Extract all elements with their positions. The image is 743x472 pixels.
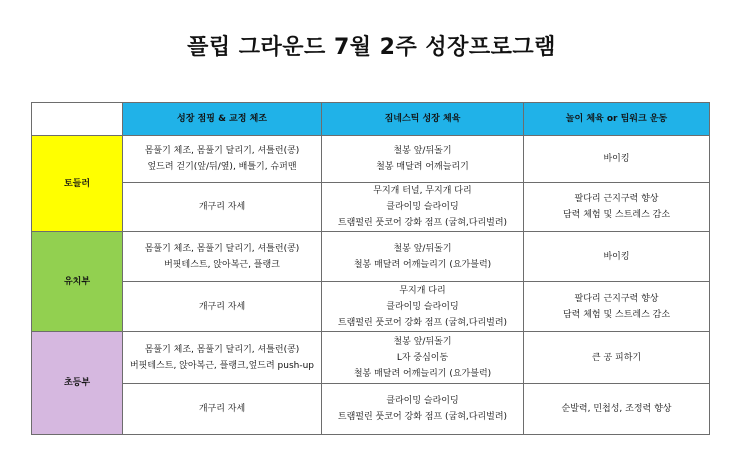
activity-cell-c	[524, 384, 710, 435]
activity-line: 순발력, 민첩성, 조정력 향상	[561, 404, 672, 414]
activity-line: 무지개 다리	[399, 285, 446, 296]
activity-line: 버핏테스트, 앉아복근, 플랭크,엎드려 push-up	[129, 360, 315, 371]
activity-line: 큰 공 피하기	[591, 352, 642, 363]
table-row	[32, 384, 710, 435]
activity-line: 철봉 매달려 어깨늘리기 (요가블럭)	[353, 368, 492, 379]
activity-line: 철봉 앞/뒤돌기	[393, 336, 452, 347]
activity-cell-b	[322, 183, 524, 232]
activity-cell-c	[524, 136, 710, 183]
activity-line: 철봉 매달려 어깨늘리기 (요가블럭)	[353, 259, 492, 270]
activity-line: L자 중심이동	[396, 352, 449, 363]
page-title: 플립 그라운드 7월 2주 성장프로그램	[187, 35, 556, 60]
activity-line: 철봉 앞/뒤돌기	[393, 243, 452, 254]
activity-cell-a	[123, 136, 322, 183]
activity-cell-b	[322, 332, 524, 384]
table-row	[32, 232, 710, 282]
activity-cell-a	[123, 384, 322, 435]
activity-cell-a	[123, 282, 322, 332]
activity-line: 트램펄린 풋코어 강화 점프 (굽혀,다리벌려)	[337, 317, 508, 328]
activity-cell-a	[123, 183, 322, 232]
column-header-play-teamwork: 놀이 체육 or 팀워크 운동	[524, 103, 710, 136]
group-label-elementary: 초등부	[32, 332, 123, 435]
activity-line: 몸풀기 체조, 몸풀기 달리기, 셔틀런(콩)	[144, 146, 300, 156]
activity-cell-b	[322, 384, 524, 435]
activity-line: 바이킹	[603, 251, 630, 262]
column-header-gymnastics: 짐네스틱 성장 체육	[322, 103, 524, 136]
activity-line: 개구리 자세	[198, 404, 246, 414]
group-label-kinder: 유치부	[32, 232, 123, 332]
activity-line: 클라이밍 슬라이딩	[386, 301, 459, 312]
activity-cell-a	[123, 232, 322, 282]
activity-line: 무지개 터널, 무지개 다리	[373, 186, 472, 196]
header-row	[32, 103, 710, 136]
column-header-growth-jumping: 성장 점핑 & 교정 체조	[123, 103, 322, 136]
activity-cell-b	[322, 232, 524, 282]
activity-line: 팔다리 근지구력 향상	[574, 293, 659, 304]
activity-line: 바이킹	[603, 154, 630, 164]
activity-line: 개구리 자세	[198, 301, 246, 312]
table-row	[32, 136, 710, 183]
activity-line: 철봉 앞/뒤돌기	[393, 146, 452, 156]
activity-line: 철봉 매달려 어깨늘리기	[376, 162, 469, 172]
activity-line: 담력 체험 및 스트레스 감소	[562, 309, 671, 320]
activity-line: 팔다리 근지구력 향상	[574, 194, 659, 204]
table-row	[32, 332, 710, 384]
activity-line: 엎드려 걷기(앞/뒤/옆), 배틀기, 슈퍼맨	[147, 162, 297, 172]
activity-line: 트램펄린 풋코어 강화 점프 (굽혀,다리벌려)	[337, 218, 508, 228]
activity-line: 몸풀기 체조, 몸풀기 달리기, 셔틀런(콩)	[144, 344, 300, 355]
activity-line: 담력 체험 및 스트레스 감소	[562, 210, 671, 220]
activity-line: 버핏테스트, 앉아복근, 플랭크	[164, 259, 280, 270]
table-row	[32, 282, 710, 332]
program-table	[31, 102, 710, 435]
activity-cell-c	[524, 332, 710, 384]
activity-line: 몸풀기 체조, 몸풀기 달리기, 셔틀런(콩)	[144, 243, 300, 254]
activity-cell-a	[123, 332, 322, 384]
activity-line: 개구리 자세	[198, 202, 246, 212]
activity-line: 클라이밍 슬라이딩	[386, 202, 459, 212]
activity-cell-c	[524, 183, 710, 232]
activity-cell-b	[322, 282, 524, 332]
activity-line: 트램펄린 풋코어 강화 점프 (굽혀,다리벌려)	[337, 412, 508, 422]
activity-cell-c	[524, 232, 710, 282]
activity-line: 클라이밍 슬라이딩	[386, 396, 459, 406]
group-label-toddler: 토들러	[32, 136, 123, 232]
header-corner-cell	[32, 103, 123, 136]
activity-cell-b	[322, 136, 524, 183]
table-row	[32, 183, 710, 232]
activity-cell-c	[524, 282, 710, 332]
